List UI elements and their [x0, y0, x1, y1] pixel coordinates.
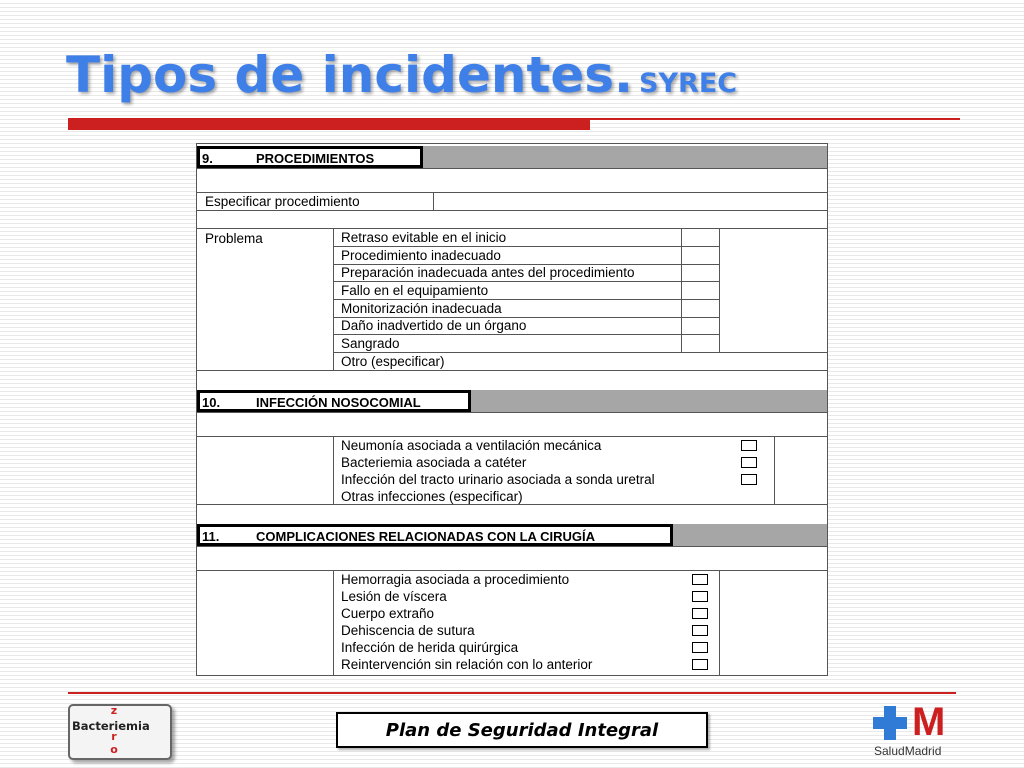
- list-item: Monitorización inadecuada: [341, 301, 502, 316]
- section11-title: COMPLICACIONES RELACIONADAS CON LA CIRUGÍA: [256, 529, 595, 544]
- list-item: Bacteriemia asociada a catéter: [341, 455, 527, 470]
- divider: [333, 436, 334, 504]
- divider: [197, 370, 827, 371]
- divider: [719, 570, 720, 675]
- specify-procedure-label: Especificar procedimiento: [205, 194, 360, 209]
- cross-icon-bar: [873, 717, 907, 729]
- title-underline-bar: [68, 118, 590, 130]
- section9-number: 9.: [202, 151, 213, 166]
- list-item: Preparación inadecuada antes del procedimiento: [341, 265, 635, 280]
- title-underline-thin: [590, 118, 960, 120]
- divider: [433, 192, 434, 210]
- problem-label: Problema: [205, 231, 263, 246]
- list-item: Reintervención sin relación con lo anterior: [341, 657, 593, 672]
- list-item: Hemorragia asociada a procedimiento: [341, 572, 570, 587]
- divider: [333, 570, 334, 675]
- checkbox[interactable]: [741, 440, 757, 451]
- list-item: Neumonía asociada a ventilación mecánica: [341, 438, 602, 453]
- syrec-form: [196, 143, 828, 676]
- section10-number: 10.: [202, 395, 221, 410]
- logo-text: SaludMadrid: [874, 744, 942, 758]
- slide-title-main: Tipos de incidentes.: [66, 46, 634, 104]
- footer-line: [68, 692, 956, 694]
- checkbox[interactable]: [692, 642, 708, 653]
- divider: [719, 228, 720, 352]
- section9-title: PROCEDIMIENTOS: [256, 151, 375, 166]
- checkbox[interactable]: [692, 625, 708, 636]
- divider: [197, 546, 827, 547]
- list-item: Otro (especificar): [341, 354, 445, 369]
- divider: [197, 168, 827, 169]
- divider: [197, 412, 827, 413]
- divider: [197, 228, 827, 229]
- list-item: Lesión de víscera: [341, 589, 447, 604]
- list-item: Infección del tracto urinario asociada a sonda uretral: [341, 472, 655, 487]
- list-item: Infección de herida quirúrgica: [341, 640, 519, 655]
- list-item: Dehiscencia de sutura: [341, 623, 475, 638]
- list-item: Cuerpo extraño: [341, 606, 435, 621]
- checkbox[interactable]: [692, 574, 708, 585]
- checkbox[interactable]: [692, 591, 708, 602]
- plan-seguridad-label: Plan de Seguridad Integral: [336, 712, 708, 748]
- section10-title: INFECCIÓN NOSOCOMIAL: [256, 395, 421, 410]
- bacteriemia-zero-logo: [68, 704, 172, 760]
- divider: [774, 436, 775, 504]
- checkbox[interactable]: [741, 457, 757, 468]
- section11-number: 11.: [202, 529, 220, 544]
- checkbox[interactable]: [692, 659, 708, 670]
- divider: [197, 210, 827, 211]
- section10-header: [197, 390, 471, 412]
- section9-header: [197, 146, 423, 168]
- logo-word: Bacteriemia: [72, 719, 150, 733]
- logo-zero: z r o: [110, 704, 118, 756]
- list-item: Otras infecciones (especificar): [341, 489, 523, 504]
- checkbox[interactable]: [741, 474, 757, 485]
- salud-madrid-logo: [872, 700, 958, 760]
- logo-letter: M: [912, 700, 946, 744]
- list-item: Daño inadvertido de un órgano: [341, 318, 527, 333]
- slide-title: [66, 46, 737, 104]
- list-item: Procedimiento inadecuado: [341, 248, 501, 263]
- list-item: Fallo en el equipamiento: [341, 283, 489, 298]
- slide-subtitle: SYREC: [639, 68, 738, 99]
- list-item: Retraso evitable en el inicio: [341, 230, 507, 245]
- section11-header: [197, 524, 673, 546]
- checkbox[interactable]: [692, 608, 708, 619]
- list-item: Sangrado: [341, 336, 400, 351]
